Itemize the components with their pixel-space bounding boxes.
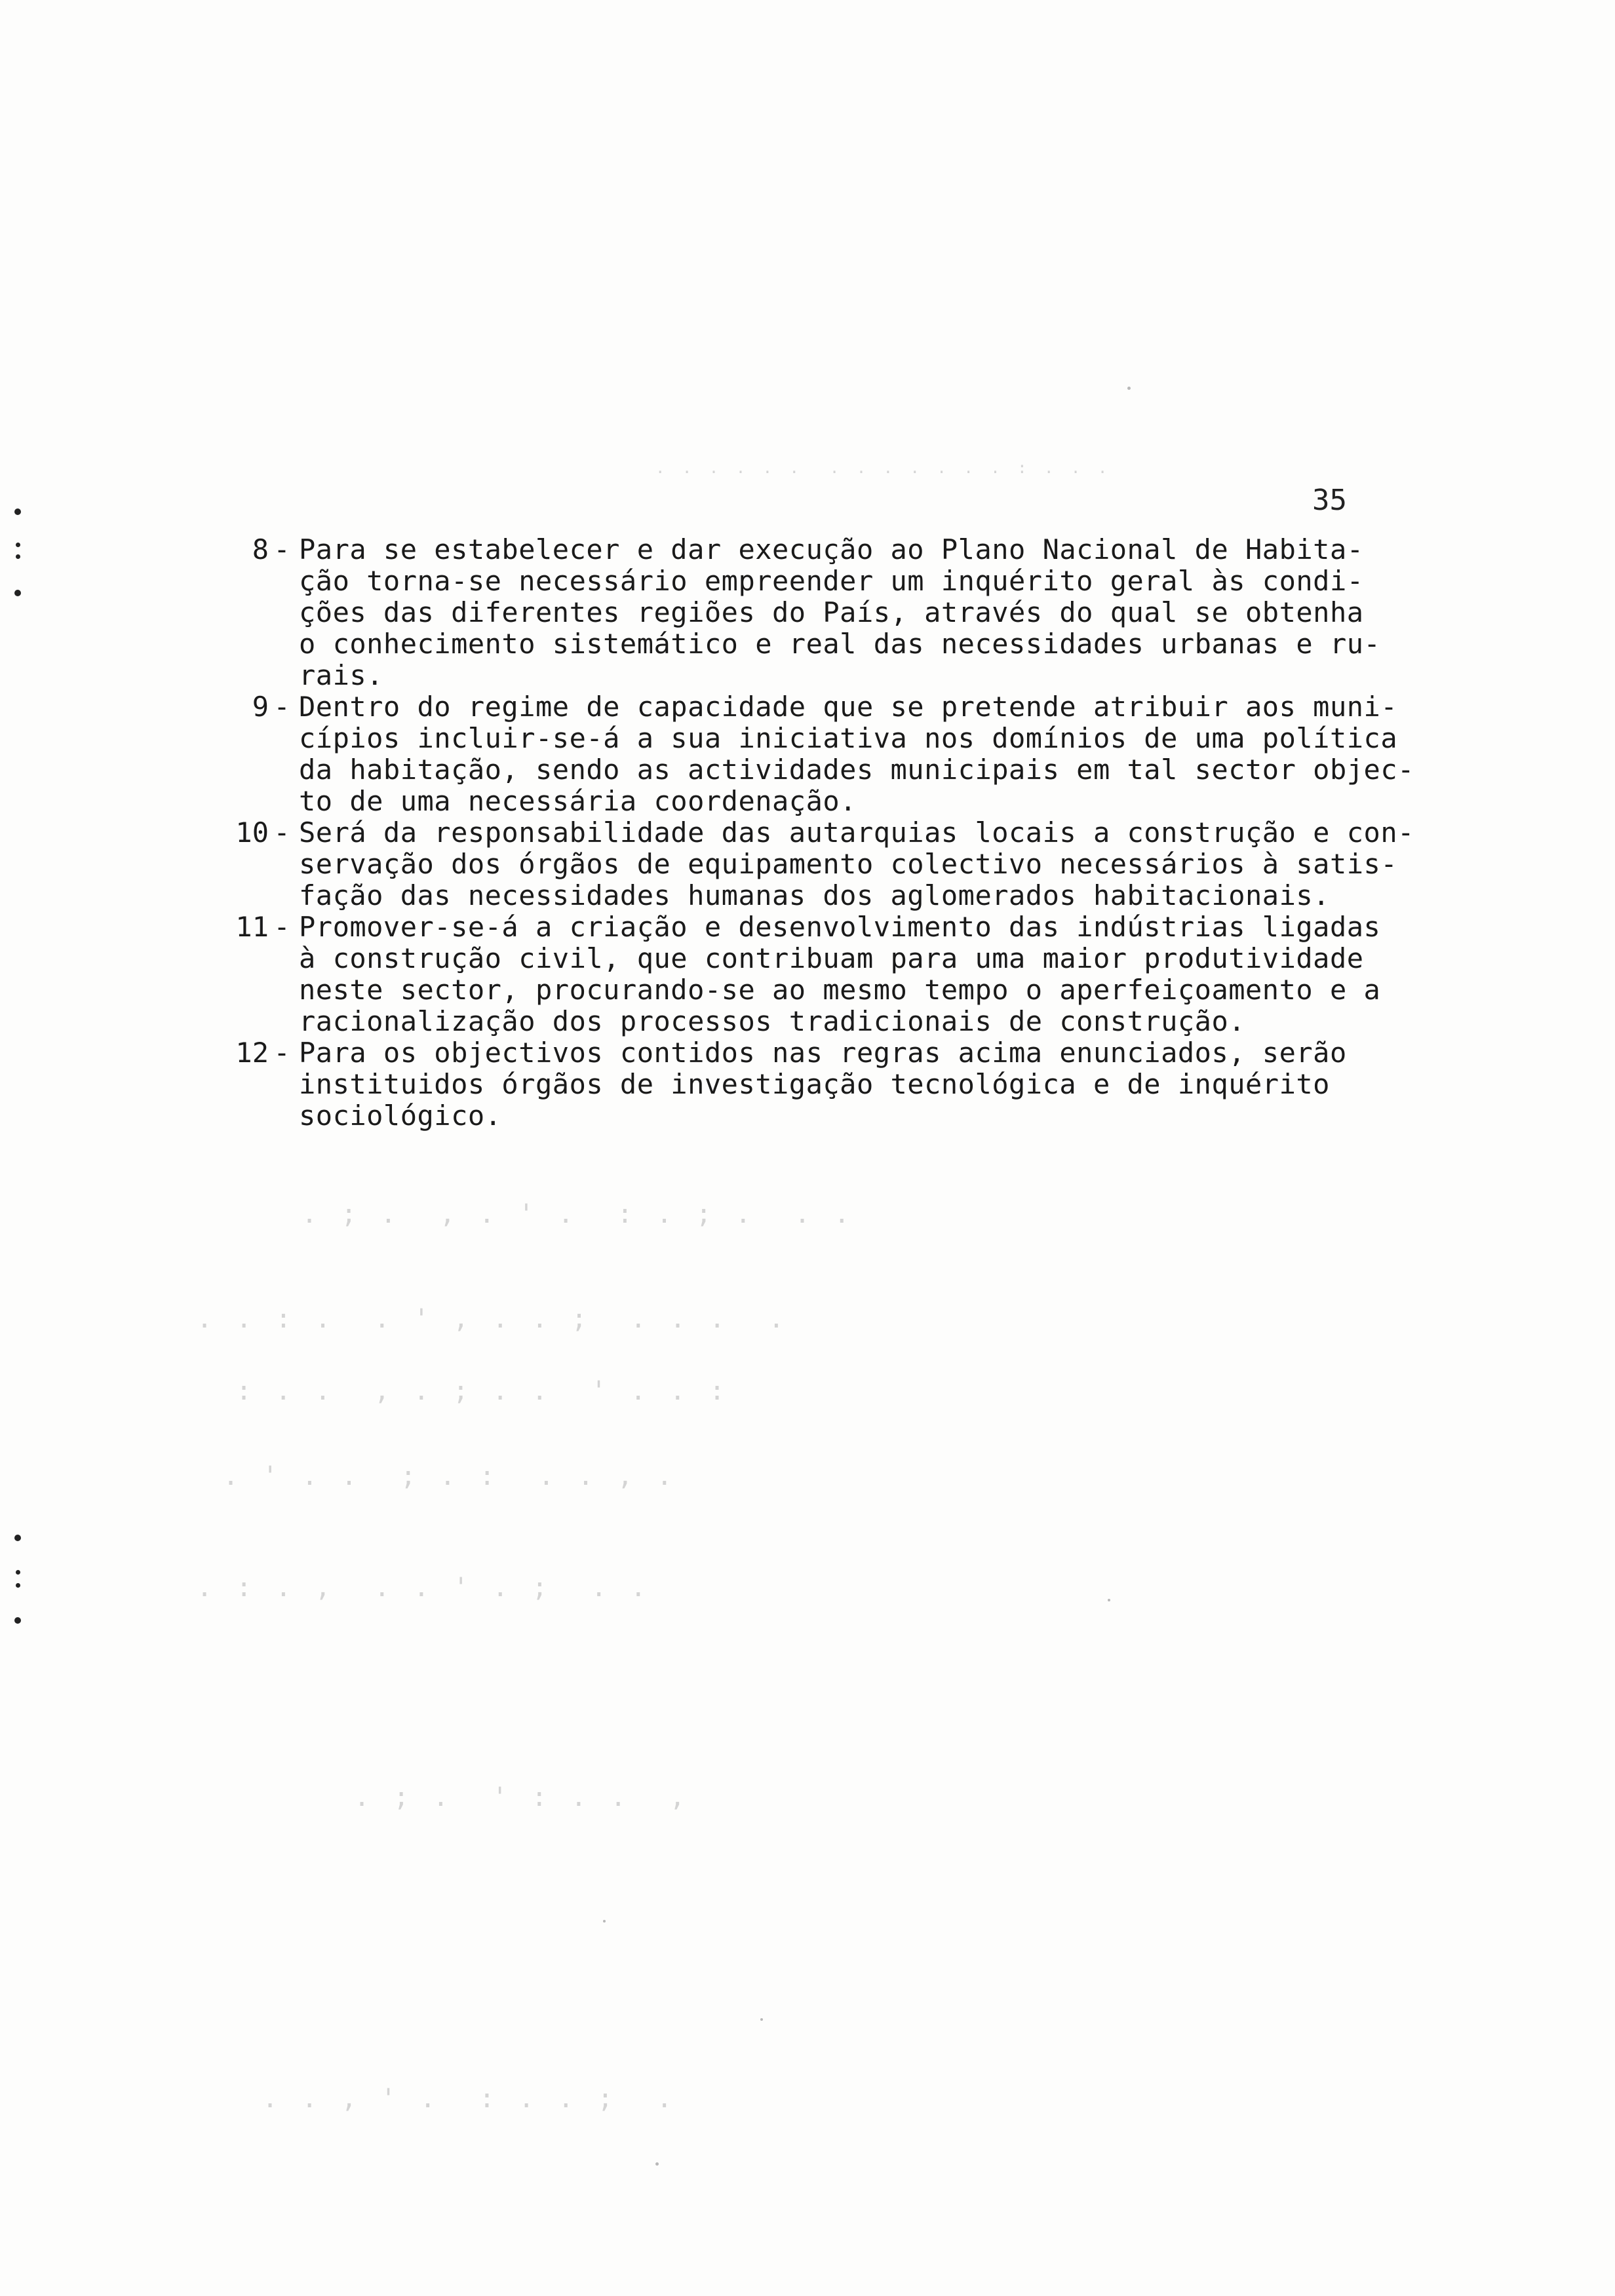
clause-line: instituidos órgãos de investigação tecnológica e de inquérito: [299, 1068, 1330, 1100]
paper-speck: [655, 2162, 659, 2166]
punch-hole: [14, 1535, 21, 1541]
clause-item: [0, 1037, 1615, 1132]
clause-number: 9: [252, 691, 269, 723]
clause-line: o conhecimento sistemático e real das necessidades urbanas e ru-: [299, 628, 1381, 660]
clause-line: Promover-se-á a criação e desenvolvimento das indústrias ligadas: [299, 911, 1381, 943]
clause-item: [0, 534, 1615, 691]
clause-line: Será da responsabilidade das autarquias locais a construção e con-: [299, 816, 1414, 849]
clause-line: fação das necessidades humanas dos aglomerados habitacionais.: [299, 879, 1330, 911]
clause-number: 10: [235, 816, 269, 849]
clause-line: à construção civil, que contribuam para uma maior produtividade: [299, 942, 1364, 974]
bleed-through: . ; . ' : . . ,: [354, 1782, 690, 1812]
punch-hole: [14, 508, 21, 515]
clause-text: [299, 691, 1426, 817]
clause-item: [0, 817, 1615, 911]
clause-item: [0, 691, 1615, 817]
clause-line: da habitação, sendo as actividades municipais em tal sector objec-: [299, 754, 1414, 786]
clause-dash: -: [273, 816, 290, 849]
clause-line: cípios incluir-se-á a sua iniciativa nos domínios de uma política: [299, 722, 1398, 754]
clause-dash: -: [273, 911, 290, 943]
punch-hole: [16, 1583, 20, 1588]
paper-speck: [1108, 1599, 1110, 1601]
clause-line: sociológico.: [299, 1100, 502, 1132]
bleed-through: . ' . . ; . : . . , .: [223, 1461, 676, 1491]
clause-line: racionalização dos processos tradicionais de construção.: [299, 1005, 1246, 1037]
clause-item: [0, 911, 1615, 1037]
clause-dash: -: [273, 1037, 290, 1069]
paper-speck: [1127, 387, 1131, 390]
clause-number: 12: [235, 1037, 269, 1069]
bleed-through: . . : . . ' , . . ; . . . .: [197, 1304, 788, 1334]
bleed-through: . : . , . . ' . ; . .: [197, 1573, 650, 1603]
clause-number: 11: [235, 911, 269, 943]
clause-list: [0, 534, 1615, 1132]
clause-text: [299, 534, 1426, 691]
clause-line: servação dos órgãos de equipamento colectivo necessários à satis-: [299, 848, 1398, 880]
punch-hole: [16, 1570, 20, 1575]
paper-speck: [760, 2018, 763, 2021]
clause-line: ção torna-se necessário empreender um inquérito geral às condi-: [299, 565, 1364, 597]
clause-text: [299, 1037, 1426, 1132]
bleed-through: . . . . . . . . . . . . . : . . .: [655, 459, 1112, 477]
clause-line: rais.: [299, 659, 383, 691]
clause-line: neste sector, procurando-se ao mesmo tempo o aperfeiçoamento e a: [299, 974, 1381, 1006]
bleed-through: . ; . , . ' . : . ; . . .: [302, 1199, 854, 1229]
clause-line: Para os objectivos contidos nas regras acima enunciados, serão: [299, 1037, 1347, 1069]
punch-hole: [14, 1617, 21, 1624]
page-number: 35: [1312, 484, 1347, 517]
clause-line: Para se estabelecer e dar execução ao Plano Nacional de Habita-: [299, 533, 1364, 565]
clause-text: [299, 911, 1426, 1037]
clause-dash: -: [273, 533, 290, 565]
bleed-through: . . , ' . : . . ; .: [262, 2084, 676, 2114]
paper-speck: [603, 1920, 606, 1923]
clause-line: ções das diferentes regiões do País, através do qual se obtenha: [299, 596, 1364, 628]
clause-line: to de uma necessária coordenação.: [299, 785, 857, 817]
bleed-through: : . . , . ; . . ' . . :: [236, 1376, 730, 1406]
clause-number: 8: [252, 533, 269, 565]
clause-line: Dentro do regime de capacidade que se pretende atribuir aos muni-: [299, 691, 1398, 723]
clause-dash: -: [273, 691, 290, 723]
clause-text: [299, 817, 1426, 911]
